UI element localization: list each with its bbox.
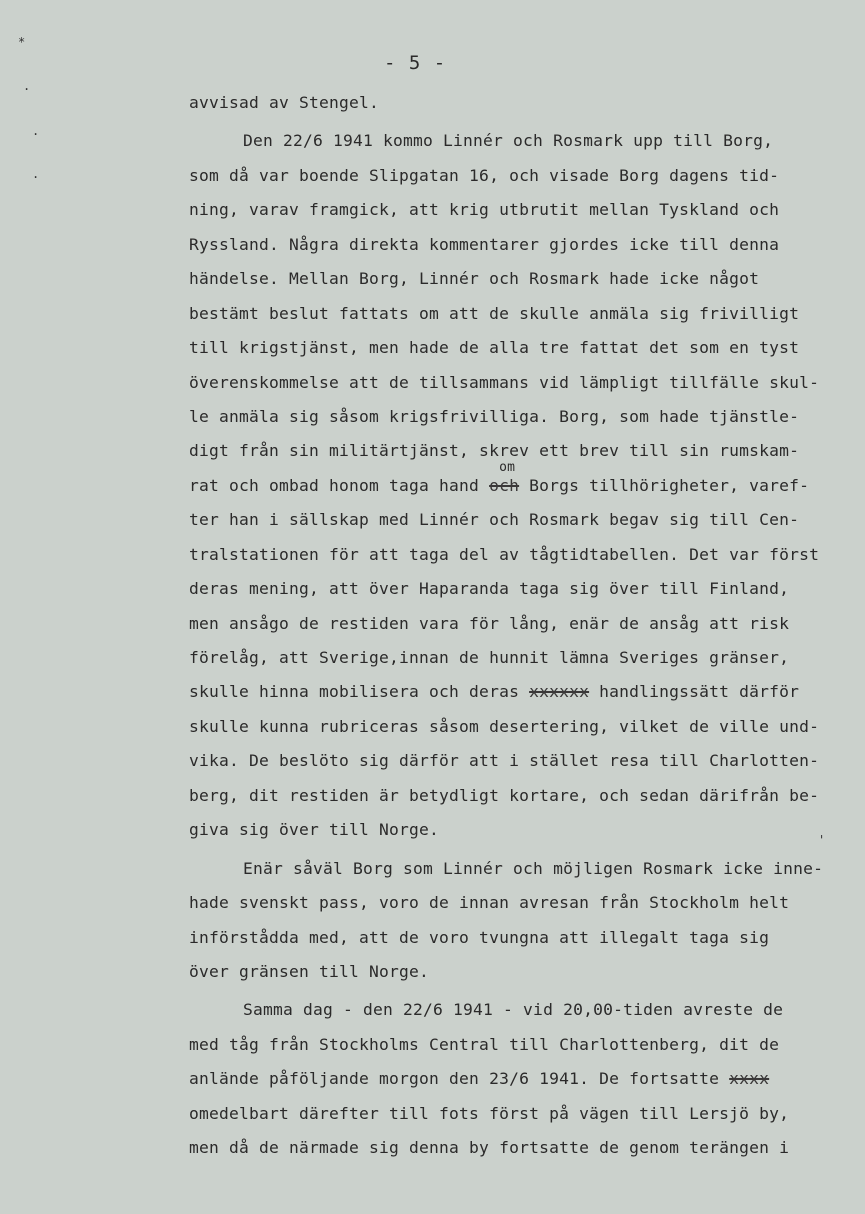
text-line: ter han i sällskap med Linnér och Rosmark begav sig till Cen- bbox=[189, 510, 800, 530]
text-line bbox=[189, 459, 849, 503]
text-line: berg, dit restiden är betydligt kortare, och sedan därifrån be- bbox=[189, 785, 820, 805]
text-line: men ansågo de restiden vara för lång, enär de ansåg att risk bbox=[189, 613, 790, 633]
text-line: le anmäla sig såsom krigsfrivilliga. Borg, som hade tjänstle- bbox=[189, 406, 800, 426]
text-line: bestämt beslut fattats om att de skulle anmäla sig frivilligt bbox=[189, 303, 800, 323]
text-line: tralstationen för att taga del av tågtidtabellen. Det var först bbox=[189, 544, 820, 564]
text-segment: Borgs tillhörigheter, varef- bbox=[519, 475, 810, 495]
text-segment: rat och ombad honom taga hand bbox=[189, 475, 490, 495]
body-text bbox=[189, 86, 849, 1166]
margin-mark: ' bbox=[818, 833, 826, 847]
text-line: digt från sin militärtjänst, skrev ett brev till sin rumskam- bbox=[189, 441, 800, 461]
inserted-word: om bbox=[499, 459, 516, 475]
text-segment: skulle hinna mobilisera och deras bbox=[189, 682, 530, 702]
text-line: till krigstjänst, men hade de alla tre fattat det som en tyst bbox=[189, 338, 800, 358]
text-line bbox=[189, 675, 849, 709]
text-segment: handlingssätt därför bbox=[589, 682, 800, 702]
struck-word: och bbox=[489, 475, 520, 495]
margin-mark: . bbox=[32, 124, 40, 138]
margin-mark: * bbox=[18, 35, 26, 49]
text-line: hade svenskt pass, voro de innan avresan från Stockholm helt bbox=[189, 893, 790, 913]
text-line: giva sig över till Norge. bbox=[189, 820, 440, 840]
text-line bbox=[189, 1062, 849, 1096]
text-line: Den 22/6 1941 kommo Linnér och Rosmark upp till Borg, bbox=[243, 131, 774, 151]
text-line: förelåg, att Sverige,innan de hunnit lämna Sveriges gränser, bbox=[189, 648, 790, 667]
text-line: vika. De beslöto sig därför att i stället resa till Charlotten- bbox=[189, 751, 820, 771]
correction bbox=[489, 459, 520, 495]
text-line: ning, varav framgick, att krig utbrutit mellan Tyskland och bbox=[189, 200, 780, 220]
page-number: - 5 - bbox=[384, 52, 447, 74]
text-line: deras mening, att över Haparanda taga sig över till Finland, bbox=[189, 579, 790, 599]
text-line: men då de närmade sig denna by fortsatte de genom terängen i bbox=[189, 1138, 790, 1158]
text-line: införstådda med, att de voro tvungna att illegalt taga sig bbox=[189, 927, 770, 947]
text-line: överenskommelse att de tillsammans vid lämpligt tillfälle skul- bbox=[189, 372, 820, 392]
text-line: som då var boende Slipgatan 16, och visade Borg dagens tid- bbox=[189, 165, 780, 185]
struck-word: xxxxxx bbox=[529, 682, 590, 702]
text-line: med tåg från Stockholms Central till Charlottenberg, dit de bbox=[189, 1034, 780, 1054]
text-line: omedelbart därefter till fots först på vägen till Lersjö by, bbox=[189, 1103, 790, 1123]
text-line: över gränsen till Norge. bbox=[189, 961, 430, 981]
margin-mark: . bbox=[23, 79, 31, 93]
struck-word: xxxx bbox=[729, 1069, 770, 1089]
text-line: Ryssland. Några direkta kommentarer gjordes icke till denna bbox=[189, 234, 780, 254]
text-line: skulle kunna rubriceras såsom desertering, vilket de ville und- bbox=[189, 716, 820, 736]
text-line: avvisad av Stengel. bbox=[189, 93, 380, 112]
text-line: Samma dag - den 22/6 1941 - vid 20,00-tiden avreste de bbox=[243, 1000, 784, 1020]
text-line: händelse. Mellan Borg, Linnér och Rosmark hade icke något bbox=[189, 269, 760, 289]
text-line: Enär såväl Borg som Linnér och möjligen Rosmark icke inne- bbox=[243, 858, 824, 878]
margin-mark: . bbox=[32, 167, 40, 181]
text-segment: anlände påföljande morgon den 23/6 1941. De fortsatte bbox=[189, 1069, 720, 1089]
